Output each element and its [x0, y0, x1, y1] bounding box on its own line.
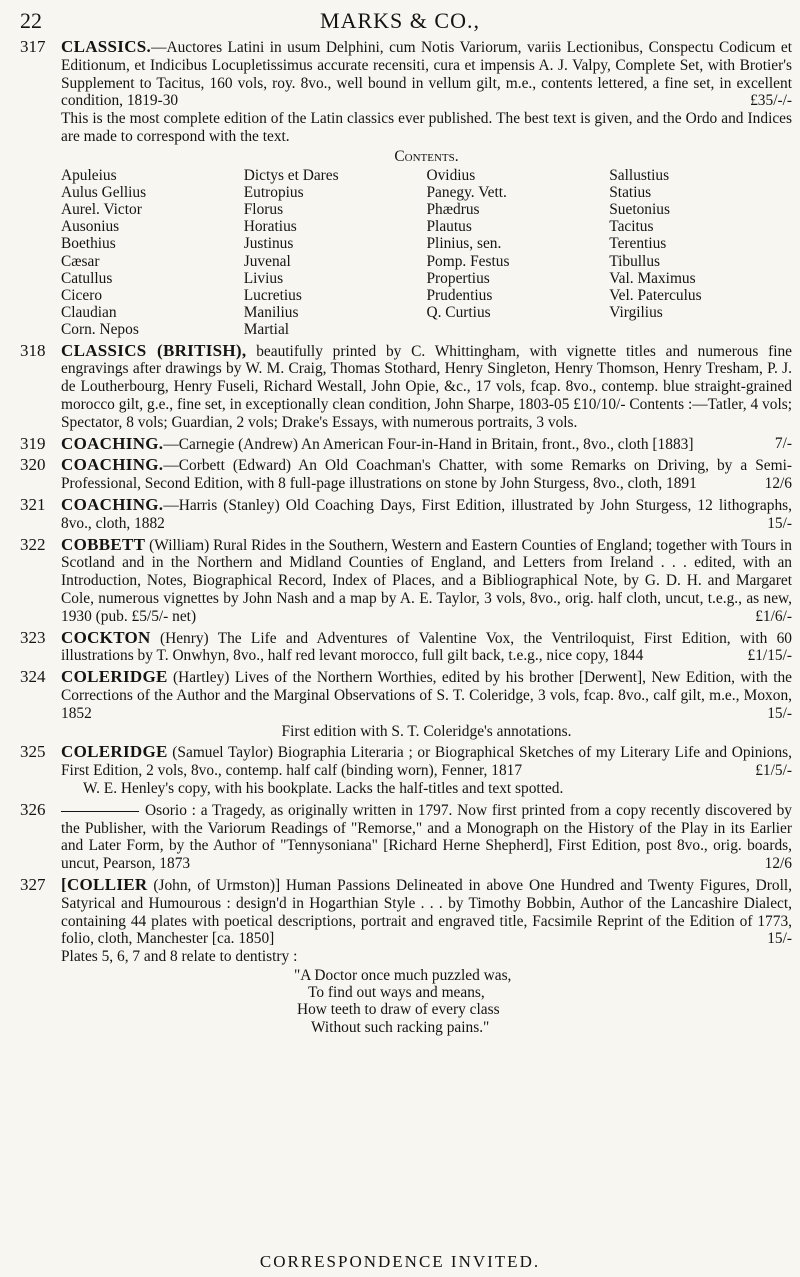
contents-author: Florus — [243, 200, 284, 218]
catalogue-entry — [0, 743, 800, 797]
entry-heading: COLERIDGE — [61, 742, 168, 762]
contents-author: Ovidius — [426, 166, 476, 184]
catalogue-entry — [0, 668, 800, 740]
contents-row — [61, 201, 792, 218]
contents-author: Boethius — [61, 235, 116, 253]
entry-number: 321 — [20, 494, 46, 514]
contents-author: Livius — [243, 269, 284, 287]
entry-text: (John, of Urmston)] Human Passions Delineated in above One Hundred and Twenty Figures, Droll, Satyrical and Humourous : design'd in Hogarthian Style . . . by Timothy Bobbin, Author of the Lancashire Dialect, containing 44 plates with poetical descriptions, portrait and engraved title, Facsimile Reprint of the Edition of 1773, folio, cloth, Manchester [ca. 1850] — [61, 876, 792, 948]
contents-author: Justinus — [243, 235, 294, 253]
entry-price: 15/- — [767, 704, 792, 722]
contents-author — [609, 321, 792, 338]
contents-author: Tacitus — [609, 218, 654, 236]
entry-note: W. E. Henley's copy, with his bookplate. Lacks the half-titles and text spotted. — [83, 779, 564, 797]
contents-author: Corn. Nepos — [61, 321, 139, 339]
contents-title: Contents. — [394, 147, 459, 165]
entry-number: 318 — [20, 340, 46, 360]
entry-number: 323 — [20, 627, 46, 647]
catalogue-entry — [0, 801, 800, 873]
catalogue-entry — [0, 435, 800, 454]
contents-author: Statius — [609, 183, 652, 201]
contents-author — [427, 321, 610, 338]
entry-number: 319 — [20, 433, 46, 453]
contents-author: Virgilius — [609, 304, 663, 322]
contents-author: Claudian — [61, 304, 117, 322]
contents-author: Val. Maximus — [609, 269, 696, 287]
contents-author: Plautus — [426, 218, 472, 236]
entry-heading: [COLLIER — [61, 874, 148, 894]
entry-heading: COBBETT — [61, 534, 146, 554]
contents-author: Ausonius — [61, 218, 120, 236]
entry-heading: CLASSICS (BRITISH), — [61, 340, 247, 360]
entry-number: 320 — [20, 455, 46, 475]
contents-author: Sallustius — [609, 166, 670, 184]
catalogue-entry — [0, 536, 800, 626]
entry-number: 326 — [20, 799, 46, 819]
contents-row — [61, 235, 792, 252]
contents-author: Aurel. Victor — [61, 200, 142, 218]
contents-row — [61, 253, 792, 270]
verse-line: "A Doctor once much puzzled was, — [294, 966, 512, 984]
contents-author: Manilius — [243, 304, 299, 322]
verse-line: How teeth to draw of every class — [297, 1001, 500, 1019]
catalogue-entries — [0, 38, 800, 1039]
entry-price: 15/- — [767, 930, 792, 948]
entry-number: 322 — [20, 534, 46, 554]
contents-author: Terentius — [609, 235, 667, 253]
contents-author: Lucretius — [243, 287, 302, 304]
verse-line: Without such racking pains." — [311, 1018, 490, 1036]
entry-price: 15/- — [767, 514, 792, 532]
contents-row — [61, 304, 792, 321]
entry-number: 327 — [20, 874, 46, 894]
contents-author: Martial — [243, 321, 290, 339]
entry-price: £1/15/- — [747, 647, 792, 665]
entry-text: (William) Rural Rides in the Southern, Western and Eastern Counties of England; together with Tours in Scotland and in the Northern and Midland Counties of England, and Letters from Ireland . . . edited, with an Introduction, Notes, Biographical Record, Index of Places, and a Bibliographical Note, by G. D. H. and Margaret Cole, numerous vignettes by John Nash and a map by A. E. Taylor, 3 vols, 8vo., orig. half cloth, uncut, t.e.g., as new, 1930 (pub. £5/5/- net) — [61, 536, 792, 625]
entry-price: £1/6/- — [755, 607, 792, 625]
contents-row — [61, 184, 792, 201]
contents-author: Horatius — [243, 218, 297, 236]
contents-author: Eutropius — [243, 183, 304, 201]
entry-heading: COACHING. — [61, 433, 164, 453]
contents-row — [61, 218, 792, 235]
entry-price: £35/-/- — [750, 92, 792, 110]
footer-correspondence: CORRESPONDENCE INVITED. — [259, 1252, 541, 1271]
contents-row — [61, 287, 792, 304]
catalogue-entry — [0, 876, 800, 1036]
entry-text: Osorio : a Tragedy, as originally written in 1797. Now first printed from a copy recently discovered by the Publisher, with the Variorum Readings of "Remorse," and a Monograph on the History of the Play in its Earlier and Later Form, by the Author of "Tennysoniana" [Richard Herne Shepherd], First Edition, post 8vo., orig. boards, uncut, Pearson, 1873 — [61, 801, 792, 873]
contents-author: Juvenal — [243, 252, 291, 270]
contents-author: Catullus — [61, 269, 113, 287]
contents-table — [61, 167, 792, 339]
entry-heading: COACHING. — [61, 455, 164, 475]
contents-author: Apuleius — [61, 166, 117, 184]
contents-author: Aulus Gellius — [61, 183, 147, 201]
contents-author: Prudentius — [426, 287, 493, 304]
contents-author: Suetonius — [609, 200, 670, 218]
catalogue-entry — [0, 629, 800, 666]
entry-number: 317 — [20, 37, 46, 56]
entry-text: —Carnegie (Andrew) An American Four-in-Hand in Britain, front., 8vo., cloth [1883] — [163, 435, 694, 453]
entry-text: (Henry) The Life and Adventures of Valentine Vox, the Ventriloquist, First Edition, with 60 illustrations by T. Onwhyn, 8vo., half red levant morocco, full gilt back, t.e.g., nice copy, 1844 — [61, 629, 792, 665]
entry-heading: COACHING. — [61, 494, 164, 514]
entry-text: —Corbett (Edward) An Old Coachman's Chatter, with some Remarks on Driving, by a Semi-Professional, Second Edition, with 8 full-page illustrations on stone by John Sturgess, 8vo., cloth, 1891 — [61, 457, 792, 493]
verse-block — [61, 967, 792, 1036]
verse-line: To find out ways and means, — [308, 984, 485, 1002]
entry-note: This is the most complete edition of the Latin classics ever published. The best text is given, and the Ordo and Indices are made to correspond with the text. — [61, 110, 792, 145]
page-header — [20, 8, 780, 34]
catalogue-entry — [0, 456, 800, 493]
entry-price: £1/5/- — [755, 762, 792, 780]
entry-text: (Samuel Taylor) Biographia Literaria ; or Biographical Sketches of my Literary Life and Opinions, First Edition, 2 vols, 8vo., contemp. half calf (binding worn), Fenner, 1817 — [61, 744, 792, 780]
contents-author: Q. Curtius — [426, 304, 491, 322]
contents-author: Cæsar — [61, 252, 100, 270]
entry-text: beautifully printed by C. Whittingham, with vignette titles and numerous fine engravings after drawings by W. M. Craig, Thomas Stothard, Henry Singleton, Henry Thomson, Henry Tresham, P. J. de Loutherbourg, Henry Fuseli, Richard Westall, John Opie, &c., 17 vols, fcap. 8vo., contemp. blue straight-grained morocco gilt, g.e., fine set, in exceptionally clean condition, John Sharpe, 1803-05 £10/10/- Contents :—Tatler, 4 vols; Spectator, 8 vols; Guardian, 2 vols; Drake's Essays, with numerous portraits, 3 vols. — [61, 342, 792, 431]
entry-price: 12/6 — [764, 475, 792, 493]
contents-author: Phædrus — [426, 200, 480, 218]
catalogue-entry — [0, 496, 800, 533]
contents-author: Dictys et Dares — [243, 166, 339, 184]
ditto-rule — [61, 811, 139, 812]
contents-author: Propertius — [426, 269, 490, 287]
entry-number: 324 — [20, 667, 46, 687]
page-title: MARKS & CO., — [320, 8, 480, 33]
contents-author: Plinius, sen. — [426, 235, 502, 253]
contents-row — [61, 270, 792, 287]
entry-price: 7/- — [774, 434, 792, 452]
entry-heading: CLASSICS. — [61, 37, 152, 56]
entry-text: —Auctores Latini in usum Delphini, cum Notis Variorum, variis Lectionibus, Conspectu Codicum et Editionum, et Indicibus Locupletissimus accurate recensiti, cura et impensis A. J. Valpy, Complete Set, with Brotier's Supplement to Tacitus, 160 vols, roy. 8vo., well bound in vellum gilt, m.e., contents lettered, a fine set, in excellent condition, 1819-30 — [61, 39, 792, 110]
catalogue-entry — [0, 38, 800, 339]
entry-heading: COCKTON — [61, 627, 151, 647]
contents-author: Pomp. Festus — [426, 252, 510, 270]
entry-text: —Harris (Stanley) Old Coaching Days, First Edition, illustrated by John Sturgess, 12 lithographs, 8vo., cloth, 1882 — [61, 496, 792, 532]
contents-author: Vel. Paterculus — [609, 287, 702, 304]
entry-heading: COLERIDGE — [61, 667, 168, 687]
contents-row — [61, 321, 792, 338]
page-number: 22 — [20, 8, 42, 33]
entry-price: 12/6 — [764, 855, 792, 873]
catalogue-entry — [0, 342, 800, 432]
entry-number: 325 — [20, 742, 46, 762]
entry-text: (Hartley) Lives of the Northern Worthies, edited by his brother [Derwent], New Edition, with the Corrections of the Author and the Marginal Observations of S. T. Coleridge, 3 vols, fcap. 8vo., calf gilt, m.e., Moxon, 1852 — [61, 669, 792, 722]
contents-author: Tibullus — [609, 252, 661, 270]
entry-note: First edition with S. T. Coleridge's annotations. — [281, 722, 572, 740]
contents-row — [61, 167, 792, 184]
contents-author: Cicero — [61, 287, 103, 304]
entry-note: Plates 5, 6, 7 and 8 relate to dentistry : — [61, 948, 298, 966]
contents-author: Panegy. Vett. — [426, 183, 507, 201]
